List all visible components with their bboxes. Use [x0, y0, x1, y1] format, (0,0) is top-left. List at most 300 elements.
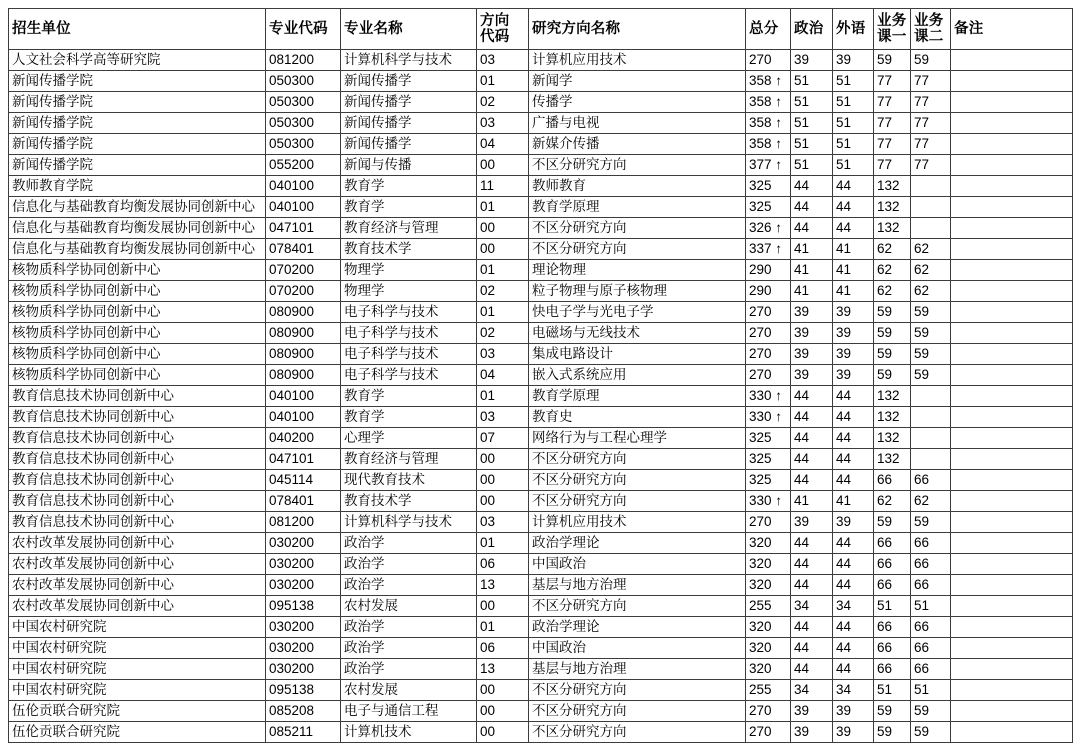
- cell-majorcode[interactable]: 078401: [266, 239, 341, 260]
- cell-remark[interactable]: [951, 386, 1073, 407]
- column-header-unit[interactable]: 招生单位: [9, 9, 266, 50]
- cell-politics[interactable]: 44: [791, 554, 833, 575]
- cell-total[interactable]: 255: [746, 680, 791, 701]
- cell-foreign[interactable]: 51: [833, 71, 874, 92]
- cell-politics[interactable]: 41: [791, 281, 833, 302]
- cell-majorname[interactable]: 电子与通信工程: [341, 701, 477, 722]
- cell-majorname[interactable]: 农村发展: [341, 680, 477, 701]
- cell-foreign[interactable]: 39: [833, 701, 874, 722]
- cell-unit[interactable]: 新闻传播学院: [9, 113, 266, 134]
- cell-unit[interactable]: 中国农村研究院: [9, 680, 266, 701]
- cell-course1[interactable]: 51: [874, 596, 911, 617]
- cell-unit[interactable]: 核物质科学协同创新中心: [9, 344, 266, 365]
- cell-total[interactable]: 325: [746, 428, 791, 449]
- cell-majorcode[interactable]: 095138: [266, 680, 341, 701]
- column-header-majorname[interactable]: 专业名称: [341, 9, 477, 50]
- cell-dirname[interactable]: 教育学原理: [529, 197, 746, 218]
- table-row[interactable]: [9, 680, 1073, 701]
- cell-total[interactable]: 290: [746, 260, 791, 281]
- cell-majorname[interactable]: 电子科学与技术: [341, 302, 477, 323]
- cell-unit[interactable]: 农村改革发展协同创新中心: [9, 554, 266, 575]
- cell-foreign[interactable]: 51: [833, 155, 874, 176]
- cell-foreign[interactable]: 41: [833, 281, 874, 302]
- cell-majorcode[interactable]: 030200: [266, 533, 341, 554]
- cell-course2[interactable]: 59: [911, 512, 951, 533]
- cell-politics[interactable]: 44: [791, 449, 833, 470]
- cell-majorname[interactable]: 电子科学与技术: [341, 323, 477, 344]
- cell-remark[interactable]: [951, 365, 1073, 386]
- cell-dirname[interactable]: 不区分研究方向: [529, 449, 746, 470]
- cell-course1[interactable]: 66: [874, 575, 911, 596]
- cell-foreign[interactable]: 44: [833, 638, 874, 659]
- cell-unit[interactable]: 核物质科学协同创新中心: [9, 323, 266, 344]
- cell-total[interactable]: 325: [746, 449, 791, 470]
- cell-majorcode[interactable]: 055200: [266, 155, 341, 176]
- table-row[interactable]: [9, 71, 1073, 92]
- table-row[interactable]: [9, 512, 1073, 533]
- cell-politics[interactable]: 34: [791, 596, 833, 617]
- cell-dircode[interactable]: 00: [477, 596, 529, 617]
- cell-dircode[interactable]: 00: [477, 239, 529, 260]
- cell-dirname[interactable]: 基层与地方治理: [529, 575, 746, 596]
- cell-course1[interactable]: 59: [874, 344, 911, 365]
- cell-unit[interactable]: 信息化与基础教育均衡发展协同创新中心: [9, 239, 266, 260]
- cell-course1[interactable]: 77: [874, 134, 911, 155]
- cell-course2[interactable]: 77: [911, 113, 951, 134]
- table-row[interactable]: [9, 722, 1073, 743]
- cell-dircode[interactable]: 13: [477, 575, 529, 596]
- cell-dircode[interactable]: 03: [477, 512, 529, 533]
- cell-dirname[interactable]: 不区分研究方向: [529, 470, 746, 491]
- cell-course1[interactable]: 59: [874, 701, 911, 722]
- cell-total[interactable]: 325: [746, 197, 791, 218]
- cell-dircode[interactable]: 01: [477, 260, 529, 281]
- cell-course1[interactable]: 59: [874, 365, 911, 386]
- table-row[interactable]: [9, 617, 1073, 638]
- cell-dircode[interactable]: 00: [477, 722, 529, 743]
- cell-politics[interactable]: 39: [791, 512, 833, 533]
- cell-course2[interactable]: 59: [911, 701, 951, 722]
- cell-foreign[interactable]: 34: [833, 680, 874, 701]
- cell-dircode[interactable]: 01: [477, 302, 529, 323]
- cell-unit[interactable]: 教育信息技术协同创新中心: [9, 407, 266, 428]
- cell-dirname[interactable]: 集成电路设计: [529, 344, 746, 365]
- cell-remark[interactable]: [951, 407, 1073, 428]
- cell-dirname[interactable]: 不区分研究方向: [529, 491, 746, 512]
- cell-dirname[interactable]: 计算机应用技术: [529, 50, 746, 71]
- cell-course1[interactable]: 66: [874, 533, 911, 554]
- table-row[interactable]: [9, 218, 1073, 239]
- cell-course2[interactable]: 59: [911, 302, 951, 323]
- cell-total[interactable]: 320: [746, 533, 791, 554]
- cell-majorcode[interactable]: 040100: [266, 176, 341, 197]
- cell-course2[interactable]: 66: [911, 470, 951, 491]
- cell-dirname[interactable]: 广播与电视: [529, 113, 746, 134]
- table-row[interactable]: [9, 533, 1073, 554]
- cell-dirname[interactable]: 政治学理论: [529, 617, 746, 638]
- cell-majorcode[interactable]: 045114: [266, 470, 341, 491]
- cell-politics[interactable]: 51: [791, 113, 833, 134]
- cell-course1[interactable]: 132: [874, 197, 911, 218]
- cell-politics[interactable]: 44: [791, 533, 833, 554]
- cell-foreign[interactable]: 44: [833, 617, 874, 638]
- cell-majorcode[interactable]: 040200: [266, 428, 341, 449]
- cell-dirname[interactable]: 教育史: [529, 407, 746, 428]
- cell-course1[interactable]: 132: [874, 386, 911, 407]
- cell-politics[interactable]: 39: [791, 701, 833, 722]
- cell-dircode[interactable]: 02: [477, 92, 529, 113]
- cell-course2[interactable]: 77: [911, 134, 951, 155]
- cell-dircode[interactable]: 01: [477, 197, 529, 218]
- cell-majorcode[interactable]: 078401: [266, 491, 341, 512]
- cell-remark[interactable]: [951, 71, 1073, 92]
- cell-total[interactable]: 270: [746, 302, 791, 323]
- cell-majorname[interactable]: 计算机技术: [341, 722, 477, 743]
- cell-majorcode[interactable]: 085211: [266, 722, 341, 743]
- cell-politics[interactable]: 51: [791, 155, 833, 176]
- cell-unit[interactable]: 核物质科学协同创新中心: [9, 281, 266, 302]
- column-header-dircode[interactable]: 方向 代码: [477, 9, 529, 50]
- cell-foreign[interactable]: 39: [833, 50, 874, 71]
- cell-remark[interactable]: [951, 323, 1073, 344]
- cell-course2[interactable]: 66: [911, 617, 951, 638]
- cell-course2[interactable]: 62: [911, 281, 951, 302]
- cell-majorname[interactable]: 物理学: [341, 281, 477, 302]
- cell-course1[interactable]: 59: [874, 722, 911, 743]
- cell-unit[interactable]: 新闻传播学院: [9, 134, 266, 155]
- cell-dirname[interactable]: 嵌入式系统应用: [529, 365, 746, 386]
- cell-unit[interactable]: 教育信息技术协同创新中心: [9, 491, 266, 512]
- cell-politics[interactable]: 41: [791, 260, 833, 281]
- cell-dircode[interactable]: 00: [477, 491, 529, 512]
- cell-foreign[interactable]: 44: [833, 176, 874, 197]
- cell-remark[interactable]: [951, 239, 1073, 260]
- cell-remark[interactable]: [951, 302, 1073, 323]
- cell-total[interactable]: 337 ↑: [746, 239, 791, 260]
- cell-politics[interactable]: 44: [791, 407, 833, 428]
- cell-majorname[interactable]: 新闻传播学: [341, 134, 477, 155]
- cell-total[interactable]: 325: [746, 470, 791, 491]
- cell-dirname[interactable]: 快电子学与光电子学: [529, 302, 746, 323]
- cell-majorname[interactable]: 教育学: [341, 386, 477, 407]
- cell-majorcode[interactable]: 081200: [266, 512, 341, 533]
- cell-politics[interactable]: 41: [791, 491, 833, 512]
- cell-remark[interactable]: [951, 281, 1073, 302]
- cell-majorcode[interactable]: 030200: [266, 617, 341, 638]
- cell-foreign[interactable]: 44: [833, 428, 874, 449]
- cell-politics[interactable]: 44: [791, 638, 833, 659]
- cell-course1[interactable]: 132: [874, 449, 911, 470]
- cell-dirname[interactable]: 传播学: [529, 92, 746, 113]
- cell-dircode[interactable]: 06: [477, 638, 529, 659]
- cell-total[interactable]: 320: [746, 554, 791, 575]
- cell-total[interactable]: 270: [746, 344, 791, 365]
- cell-foreign[interactable]: 51: [833, 113, 874, 134]
- cell-course2[interactable]: [911, 386, 951, 407]
- cell-foreign[interactable]: 41: [833, 239, 874, 260]
- table-row[interactable]: [9, 344, 1073, 365]
- cell-majorcode[interactable]: 081200: [266, 50, 341, 71]
- cell-course1[interactable]: 62: [874, 491, 911, 512]
- cell-foreign[interactable]: 39: [833, 323, 874, 344]
- cell-politics[interactable]: 39: [791, 365, 833, 386]
- cell-majorcode[interactable]: 050300: [266, 113, 341, 134]
- cell-majorname[interactable]: 现代教育技术: [341, 470, 477, 491]
- cell-dircode[interactable]: 03: [477, 344, 529, 365]
- cell-dircode[interactable]: 02: [477, 281, 529, 302]
- cell-remark[interactable]: [951, 176, 1073, 197]
- cell-politics[interactable]: 39: [791, 344, 833, 365]
- cell-politics[interactable]: 34: [791, 680, 833, 701]
- cell-total[interactable]: 255: [746, 596, 791, 617]
- cell-foreign[interactable]: 44: [833, 449, 874, 470]
- cell-course1[interactable]: 132: [874, 407, 911, 428]
- cell-dirname[interactable]: 电磁场与无线技术: [529, 323, 746, 344]
- column-header-politics[interactable]: 政治: [791, 9, 833, 50]
- cell-course2[interactable]: 62: [911, 491, 951, 512]
- cell-unit[interactable]: 教育信息技术协同创新中心: [9, 428, 266, 449]
- cell-total[interactable]: 377 ↑: [746, 155, 791, 176]
- cell-politics[interactable]: 44: [791, 575, 833, 596]
- cell-majorname[interactable]: 政治学: [341, 617, 477, 638]
- cell-unit[interactable]: 核物质科学协同创新中心: [9, 365, 266, 386]
- cell-majorname[interactable]: 教育技术学: [341, 239, 477, 260]
- cell-dircode[interactable]: 03: [477, 407, 529, 428]
- cell-course2[interactable]: 51: [911, 596, 951, 617]
- cell-politics[interactable]: 39: [791, 50, 833, 71]
- cell-foreign[interactable]: 44: [833, 533, 874, 554]
- cell-majorname[interactable]: 政治学: [341, 659, 477, 680]
- cell-dirname[interactable]: 粒子物理与原子核物理: [529, 281, 746, 302]
- cell-remark[interactable]: [951, 218, 1073, 239]
- cell-foreign[interactable]: 39: [833, 344, 874, 365]
- table-row[interactable]: [9, 470, 1073, 491]
- cell-majorcode[interactable]: 070200: [266, 260, 341, 281]
- cell-majorcode[interactable]: 080900: [266, 323, 341, 344]
- cell-majorcode[interactable]: 030200: [266, 575, 341, 596]
- cell-course1[interactable]: 77: [874, 71, 911, 92]
- cell-dircode[interactable]: 06: [477, 554, 529, 575]
- cell-dircode[interactable]: 04: [477, 134, 529, 155]
- cell-politics[interactable]: 44: [791, 428, 833, 449]
- cell-dircode[interactable]: 07: [477, 428, 529, 449]
- cell-dirname[interactable]: 不区分研究方向: [529, 722, 746, 743]
- cell-total[interactable]: 358 ↑: [746, 92, 791, 113]
- cell-course2[interactable]: 66: [911, 638, 951, 659]
- cell-dirname[interactable]: 不区分研究方向: [529, 239, 746, 260]
- cell-majorname[interactable]: 政治学: [341, 638, 477, 659]
- cell-remark[interactable]: [951, 344, 1073, 365]
- cell-politics[interactable]: 51: [791, 134, 833, 155]
- table-row[interactable]: [9, 134, 1073, 155]
- cell-majorcode[interactable]: 070200: [266, 281, 341, 302]
- cell-majorname[interactable]: 教育技术学: [341, 491, 477, 512]
- cell-total[interactable]: 358 ↑: [746, 113, 791, 134]
- column-header-foreign[interactable]: 外语: [833, 9, 874, 50]
- cell-unit[interactable]: 教育信息技术协同创新中心: [9, 386, 266, 407]
- cell-course1[interactable]: 62: [874, 260, 911, 281]
- cell-politics[interactable]: 39: [791, 722, 833, 743]
- cell-course2[interactable]: 77: [911, 92, 951, 113]
- cell-course1[interactable]: 77: [874, 92, 911, 113]
- cell-unit[interactable]: 中国农村研究院: [9, 617, 266, 638]
- cell-course2[interactable]: 66: [911, 659, 951, 680]
- table-row[interactable]: [9, 260, 1073, 281]
- cell-majorcode[interactable]: 050300: [266, 134, 341, 155]
- cell-majorcode[interactable]: 047101: [266, 449, 341, 470]
- cell-dirname[interactable]: 新媒介传播: [529, 134, 746, 155]
- cell-course2[interactable]: 77: [911, 71, 951, 92]
- cell-foreign[interactable]: 44: [833, 470, 874, 491]
- cell-majorname[interactable]: 政治学: [341, 554, 477, 575]
- cell-dircode[interactable]: 00: [477, 449, 529, 470]
- cell-total[interactable]: 270: [746, 50, 791, 71]
- cell-course2[interactable]: 62: [911, 239, 951, 260]
- cell-remark[interactable]: [951, 470, 1073, 491]
- cell-unit[interactable]: 中国农村研究院: [9, 659, 266, 680]
- cell-majorname[interactable]: 计算机科学与技术: [341, 50, 477, 71]
- cell-total[interactable]: 270: [746, 512, 791, 533]
- cell-total[interactable]: 320: [746, 638, 791, 659]
- cell-dirname[interactable]: 不区分研究方向: [529, 701, 746, 722]
- cell-unit[interactable]: 新闻传播学院: [9, 71, 266, 92]
- cell-remark[interactable]: [951, 260, 1073, 281]
- cell-majorname[interactable]: 计算机科学与技术: [341, 512, 477, 533]
- cell-dirname[interactable]: 理论物理: [529, 260, 746, 281]
- column-header-remark[interactable]: 备注: [951, 9, 1073, 50]
- cell-politics[interactable]: 39: [791, 323, 833, 344]
- cell-unit[interactable]: 信息化与基础教育均衡发展协同创新中心: [9, 197, 266, 218]
- cell-remark[interactable]: [951, 533, 1073, 554]
- table-row[interactable]: [9, 113, 1073, 134]
- cell-unit[interactable]: 新闻传播学院: [9, 155, 266, 176]
- cell-course2[interactable]: [911, 176, 951, 197]
- cell-politics[interactable]: 44: [791, 617, 833, 638]
- cell-remark[interactable]: [951, 50, 1073, 71]
- cell-politics[interactable]: 44: [791, 197, 833, 218]
- cell-politics[interactable]: 44: [791, 470, 833, 491]
- cell-course2[interactable]: [911, 197, 951, 218]
- cell-majorcode[interactable]: 030200: [266, 554, 341, 575]
- cell-dircode[interactable]: 11: [477, 176, 529, 197]
- cell-majorcode[interactable]: 040100: [266, 407, 341, 428]
- cell-foreign[interactable]: 41: [833, 260, 874, 281]
- cell-majorcode[interactable]: 040100: [266, 197, 341, 218]
- cell-remark[interactable]: [951, 659, 1073, 680]
- cell-dircode[interactable]: 01: [477, 617, 529, 638]
- cell-foreign[interactable]: 44: [833, 659, 874, 680]
- cell-total[interactable]: 290: [746, 281, 791, 302]
- cell-course1[interactable]: 59: [874, 50, 911, 71]
- cell-total[interactable]: 320: [746, 617, 791, 638]
- cell-dirname[interactable]: 不区分研究方向: [529, 155, 746, 176]
- cell-remark[interactable]: [951, 596, 1073, 617]
- cell-dircode[interactable]: 00: [477, 218, 529, 239]
- cell-remark[interactable]: [951, 155, 1073, 176]
- cell-dirname[interactable]: 中国政治: [529, 638, 746, 659]
- cell-total[interactable]: 320: [746, 575, 791, 596]
- cell-course2[interactable]: [911, 218, 951, 239]
- cell-course2[interactable]: 66: [911, 533, 951, 554]
- table-row[interactable]: [9, 491, 1073, 512]
- cell-dirname[interactable]: 政治学理论: [529, 533, 746, 554]
- cell-remark[interactable]: [951, 575, 1073, 596]
- table-row[interactable]: [9, 281, 1073, 302]
- table-row[interactable]: [9, 701, 1073, 722]
- cell-majorcode[interactable]: 030200: [266, 659, 341, 680]
- cell-majorname[interactable]: 教育经济与管理: [341, 218, 477, 239]
- cell-remark[interactable]: [951, 512, 1073, 533]
- cell-dirname[interactable]: 不区分研究方向: [529, 680, 746, 701]
- cell-foreign[interactable]: 44: [833, 386, 874, 407]
- cell-foreign[interactable]: 44: [833, 197, 874, 218]
- cell-remark[interactable]: [951, 617, 1073, 638]
- cell-course2[interactable]: [911, 449, 951, 470]
- table-row[interactable]: [9, 92, 1073, 113]
- cell-remark[interactable]: [951, 134, 1073, 155]
- cell-dirname[interactable]: 计算机应用技术: [529, 512, 746, 533]
- cell-course2[interactable]: 59: [911, 323, 951, 344]
- cell-course2[interactable]: 66: [911, 575, 951, 596]
- cell-remark[interactable]: [951, 113, 1073, 134]
- table-row[interactable]: [9, 407, 1073, 428]
- cell-dirname[interactable]: 新闻学: [529, 71, 746, 92]
- cell-politics[interactable]: 44: [791, 659, 833, 680]
- cell-dircode[interactable]: 04: [477, 365, 529, 386]
- cell-remark[interactable]: [951, 197, 1073, 218]
- cell-majorname[interactable]: 心理学: [341, 428, 477, 449]
- cell-majorcode[interactable]: 050300: [266, 92, 341, 113]
- cell-total[interactable]: 330 ↑: [746, 491, 791, 512]
- cell-majorcode[interactable]: 040100: [266, 386, 341, 407]
- cell-total[interactable]: 270: [746, 365, 791, 386]
- cell-majorname[interactable]: 物理学: [341, 260, 477, 281]
- cell-dirname[interactable]: 网络行为与工程心理学: [529, 428, 746, 449]
- cell-dircode[interactable]: 00: [477, 155, 529, 176]
- cell-remark[interactable]: [951, 428, 1073, 449]
- cell-majorname[interactable]: 农村发展: [341, 596, 477, 617]
- cell-course2[interactable]: 62: [911, 260, 951, 281]
- cell-majorcode[interactable]: 050300: [266, 71, 341, 92]
- cell-course1[interactable]: 66: [874, 638, 911, 659]
- cell-unit[interactable]: 农村改革发展协同创新中心: [9, 533, 266, 554]
- cell-foreign[interactable]: 34: [833, 596, 874, 617]
- table-row[interactable]: [9, 428, 1073, 449]
- cell-dircode[interactable]: 00: [477, 680, 529, 701]
- cell-politics[interactable]: 44: [791, 176, 833, 197]
- cell-dirname[interactable]: 教师教育: [529, 176, 746, 197]
- cell-majorcode[interactable]: 030200: [266, 638, 341, 659]
- cell-majorname[interactable]: 教育学: [341, 407, 477, 428]
- cell-dircode[interactable]: 13: [477, 659, 529, 680]
- column-header-total[interactable]: 总分: [746, 9, 791, 50]
- cell-majorname[interactable]: 电子科学与技术: [341, 344, 477, 365]
- cell-majorname[interactable]: 教育学: [341, 197, 477, 218]
- cell-majorname[interactable]: 新闻传播学: [341, 71, 477, 92]
- cell-unit[interactable]: 教育信息技术协同创新中心: [9, 449, 266, 470]
- cell-foreign[interactable]: 51: [833, 134, 874, 155]
- table-row[interactable]: [9, 323, 1073, 344]
- cell-foreign[interactable]: 44: [833, 554, 874, 575]
- cell-majorname[interactable]: 政治学: [341, 575, 477, 596]
- column-header-course2[interactable]: 业务 课二: [911, 9, 951, 50]
- cell-course1[interactable]: 51: [874, 680, 911, 701]
- cell-dircode[interactable]: 01: [477, 71, 529, 92]
- cell-majorname[interactable]: 教育经济与管理: [341, 449, 477, 470]
- cell-foreign[interactable]: 44: [833, 407, 874, 428]
- table-row[interactable]: [9, 638, 1073, 659]
- table-row[interactable]: [9, 176, 1073, 197]
